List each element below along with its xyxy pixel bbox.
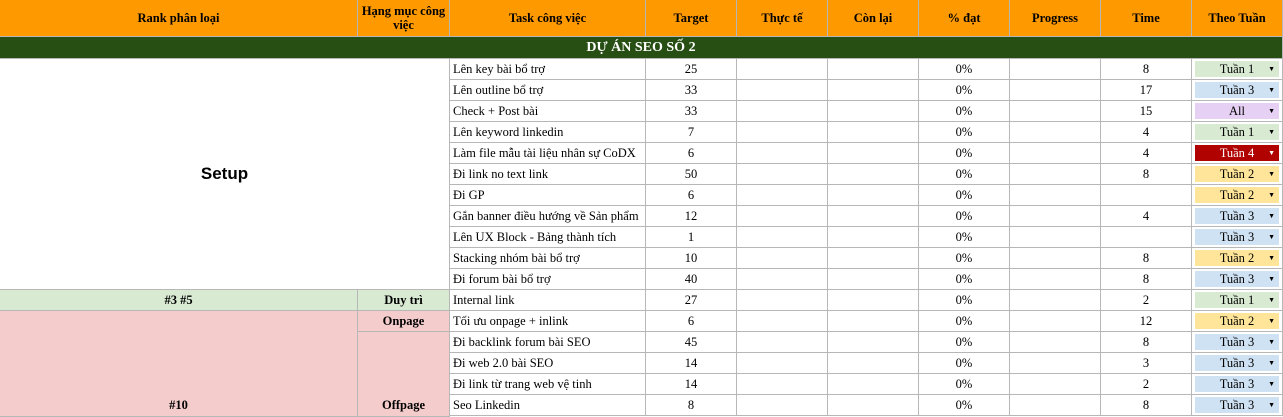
time-cell[interactable]: 15 [1101,101,1192,122]
actual-cell[interactable] [737,374,828,395]
target-cell[interactable]: 6 [646,311,737,332]
dropdown-arrow-icon[interactable]: ▼ [1268,275,1275,283]
category-duy-tri[interactable]: Duy trì [358,290,450,311]
percent-cell[interactable]: 0% [919,206,1010,227]
remaining-cell[interactable] [828,269,919,290]
actual-cell[interactable] [737,290,828,311]
week-dropdown-label: Tuần 2 [1219,250,1255,265]
target-cell[interactable]: 45 [646,332,737,353]
task-cell[interactable]: Lên outline bổ trợ [450,80,646,101]
task-cell[interactable]: Internal link [450,290,646,311]
actual-cell[interactable] [737,269,828,290]
week-dropdown[interactable] [1195,271,1279,287]
task-cell[interactable]: Lên key bài bổ trợ [450,59,646,80]
task-cell[interactable]: Lên keyword linkedin [450,122,646,143]
time-cell[interactable]: 4 [1101,143,1192,164]
time-cell[interactable] [1101,227,1192,248]
remaining-cell[interactable] [828,290,919,311]
actual-cell[interactable] [737,122,828,143]
dropdown-arrow-icon[interactable]: ▼ [1268,170,1275,178]
week-cell [1192,122,1283,143]
header-progress[interactable]: Progress [1010,0,1101,37]
week-dropdown[interactable] [1195,229,1279,245]
actual-cell[interactable] [737,143,828,164]
time-cell[interactable]: 4 [1101,122,1192,143]
percent-cell[interactable]: 0% [919,248,1010,269]
project-title[interactable]: DỰ ÁN SEO SỐ 2 [0,37,1283,59]
progress-cell[interactable] [1010,80,1101,101]
week-cell [1192,374,1283,395]
remaining-cell[interactable] [828,227,919,248]
time-cell[interactable]: 8 [1101,248,1192,269]
week-cell [1192,227,1283,248]
dropdown-arrow-icon[interactable]: ▼ [1268,317,1275,325]
time-cell[interactable]: 8 [1101,332,1192,353]
progress-cell[interactable] [1010,227,1101,248]
target-cell[interactable]: 10 [646,248,737,269]
percent-cell[interactable]: 0% [919,164,1010,185]
task-cell[interactable]: Đi GP [450,185,646,206]
week-cell [1192,143,1283,164]
actual-cell[interactable] [737,206,828,227]
progress-cell[interactable] [1010,248,1101,269]
time-cell[interactable]: 17 [1101,80,1192,101]
remaining-cell[interactable] [828,353,919,374]
remaining-cell[interactable] [828,185,919,206]
actual-cell[interactable] [737,311,828,332]
task-cell[interactable]: Đi forum bài bổ trợ [450,269,646,290]
progress-cell[interactable] [1010,59,1101,80]
week-cell [1192,80,1283,101]
week-cell [1192,311,1283,332]
progress-cell[interactable] [1010,269,1101,290]
dropdown-arrow-icon[interactable]: ▼ [1268,191,1275,199]
week-dropdown-label: Tuần 2 [1219,187,1255,202]
week-cell [1192,101,1283,122]
target-cell[interactable]: 8 [646,395,737,416]
percent-cell[interactable]: 0% [919,332,1010,353]
week-dropdown[interactable] [1195,187,1279,203]
remaining-cell[interactable] [828,374,919,395]
week-dropdown-label: Tuần 3 [1219,397,1255,412]
time-cell[interactable]: 8 [1101,164,1192,185]
actual-cell[interactable] [737,80,828,101]
target-cell[interactable]: 12 [646,206,737,227]
time-cell[interactable]: 8 [1101,59,1192,80]
week-dropdown[interactable] [1195,61,1279,77]
progress-cell[interactable] [1010,101,1101,122]
percent-cell[interactable]: 0% [919,311,1010,332]
dropdown-arrow-icon[interactable]: ▼ [1268,401,1275,409]
dropdown-arrow-icon[interactable]: ▼ [1268,86,1275,94]
dropdown-arrow-icon[interactable]: ▼ [1268,359,1275,367]
dropdown-arrow-icon[interactable]: ▼ [1268,296,1275,304]
week-dropdown-label: Tuần 1 [1219,61,1255,76]
percent-cell[interactable]: 0% [919,395,1010,416]
percent-cell[interactable]: 0% [919,143,1010,164]
header-target[interactable]: Target [646,0,737,37]
header-percent[interactable]: % đạt [919,0,1010,37]
progress-cell[interactable] [1010,353,1101,374]
dropdown-arrow-icon[interactable]: ▼ [1268,212,1275,220]
percent-cell[interactable]: 0% [919,227,1010,248]
remaining-cell[interactable] [828,80,919,101]
remaining-cell[interactable] [828,164,919,185]
header-rank[interactable]: Rank phân loại [0,0,358,37]
task-cell[interactable]: Tối ưu onpage + inlink [450,311,646,332]
remaining-cell[interactable] [828,101,919,122]
percent-cell[interactable]: 0% [919,269,1010,290]
percent-cell[interactable]: 0% [919,353,1010,374]
remaining-cell[interactable] [828,311,919,332]
time-cell[interactable] [1101,185,1192,206]
percent-cell[interactable]: 0% [919,59,1010,80]
week-dropdown-label: Tuần 3 [1219,229,1255,244]
target-cell[interactable]: 14 [646,353,737,374]
header-week[interactable]: Theo Tuần [1192,0,1283,37]
remaining-cell[interactable] [828,332,919,353]
rank-cell-10[interactable]: #10 [0,311,358,417]
progress-cell[interactable] [1010,395,1101,416]
week-cell [1192,248,1283,269]
target-cell[interactable]: 6 [646,143,737,164]
header-category[interactable]: Hạng mục công việc [358,0,450,37]
week-cell [1192,269,1283,290]
time-cell[interactable]: 12 [1101,311,1192,332]
remaining-cell[interactable] [828,248,919,269]
percent-cell[interactable]: 0% [919,185,1010,206]
time-cell[interactable]: 8 [1101,395,1192,416]
progress-cell[interactable] [1010,374,1101,395]
actual-cell[interactable] [737,353,828,374]
week-dropdown[interactable] [1195,292,1279,308]
week-dropdown[interactable] [1195,334,1279,350]
week-cell [1192,290,1283,311]
time-cell[interactable]: 2 [1101,290,1192,311]
week-dropdown-label: Tuần 3 [1219,82,1255,97]
week-cell [1192,206,1283,227]
task-cell[interactable]: Đi link no text link [450,164,646,185]
week-dropdown[interactable] [1195,145,1279,161]
task-cell[interactable]: Check + Post bài [450,101,646,122]
target-cell[interactable]: 7 [646,122,737,143]
progress-cell[interactable] [1010,290,1101,311]
task-cell[interactable]: Stacking nhóm bài bổ trợ [450,248,646,269]
week-dropdown[interactable] [1195,397,1279,413]
task-cell[interactable]: Đi backlink forum bài SEO [450,332,646,353]
week-cell [1192,164,1283,185]
header-time[interactable]: Time [1101,0,1192,37]
week-dropdown[interactable] [1195,250,1279,266]
actual-cell[interactable] [737,248,828,269]
remaining-cell[interactable] [828,59,919,80]
progress-cell[interactable] [1010,164,1101,185]
progress-cell[interactable] [1010,122,1101,143]
dropdown-arrow-icon[interactable]: ▼ [1268,107,1275,115]
remaining-cell[interactable] [828,395,919,416]
remaining-cell[interactable] [828,122,919,143]
percent-cell[interactable]: 0% [919,122,1010,143]
week-dropdown-label: Tuần 2 [1219,166,1255,181]
percent-cell[interactable]: 0% [919,374,1010,395]
time-cell[interactable]: 3 [1101,353,1192,374]
actual-cell[interactable] [737,395,828,416]
remaining-cell[interactable] [828,143,919,164]
target-cell[interactable]: 25 [646,59,737,80]
actual-cell[interactable] [737,332,828,353]
dropdown-arrow-icon[interactable]: ▼ [1268,149,1275,157]
week-dropdown-label: Tuần 1 [1219,124,1255,139]
week-cell [1192,353,1283,374]
target-cell[interactable]: 27 [646,290,737,311]
week-dropdown-label: Tuần 4 [1219,145,1255,160]
actual-cell[interactable] [737,101,828,122]
week-cell [1192,395,1283,416]
target-cell[interactable]: 6 [646,185,737,206]
dropdown-arrow-icon[interactable]: ▼ [1268,65,1275,73]
actual-cell[interactable] [737,227,828,248]
actual-cell[interactable] [737,185,828,206]
dropdown-arrow-icon[interactable]: ▼ [1268,254,1275,262]
dropdown-arrow-icon[interactable]: ▼ [1268,380,1275,388]
header-task[interactable]: Task công việc [450,0,646,37]
target-cell[interactable]: 33 [646,80,737,101]
week-dropdown-label: Tuần 3 [1219,376,1255,391]
task-cell[interactable]: Đi web 2.0 bài SEO [450,353,646,374]
week-cell [1192,332,1283,353]
target-cell[interactable]: 33 [646,101,737,122]
task-cell[interactable]: Làm file mẫu tài liệu nhân sự CoDX [450,143,646,164]
actual-cell[interactable] [737,59,828,80]
progress-cell[interactable] [1010,185,1101,206]
target-cell[interactable]: 14 [646,374,737,395]
week-dropdown-label: Tuần 3 [1219,334,1255,349]
week-dropdown-label: Tuần 3 [1219,271,1255,286]
week-dropdown[interactable] [1195,376,1279,392]
percent-cell[interactable]: 0% [919,290,1010,311]
dropdown-arrow-icon[interactable]: ▼ [1268,128,1275,136]
week-dropdown-label: Tuần 3 [1219,355,1255,370]
week-dropdown[interactable] [1195,124,1279,140]
dropdown-arrow-icon[interactable]: ▼ [1268,233,1275,241]
group-setup[interactable]: Setup [0,59,450,290]
remaining-cell[interactable] [828,206,919,227]
progress-cell[interactable] [1010,332,1101,353]
week-dropdown[interactable] [1195,103,1279,119]
time-cell[interactable]: 4 [1101,206,1192,227]
dropdown-arrow-icon[interactable]: ▼ [1268,338,1275,346]
task-cell[interactable]: Gắn banner điều hướng về Sản phẩm [450,206,646,227]
week-dropdown-label: Tuần 2 [1219,313,1255,328]
time-cell[interactable]: 2 [1101,374,1192,395]
week-dropdown-label: Tuần 1 [1219,292,1255,307]
header-remaining[interactable]: Còn lại [828,0,919,37]
actual-cell[interactable] [737,164,828,185]
target-cell[interactable]: 50 [646,164,737,185]
task-cell[interactable]: Đi link từ trang web vệ tinh [450,374,646,395]
week-dropdown[interactable] [1195,82,1279,98]
target-cell[interactable]: 40 [646,269,737,290]
week-dropdown[interactable] [1195,208,1279,224]
task-cell[interactable]: Seo Linkedin [450,395,646,416]
week-dropdown[interactable] [1195,166,1279,182]
week-cell [1192,185,1283,206]
target-cell[interactable]: 1 [646,227,737,248]
percent-cell[interactable]: 0% [919,80,1010,101]
week-dropdown-label: All [1229,103,1245,118]
percent-cell[interactable]: 0% [919,101,1010,122]
progress-cell[interactable] [1010,143,1101,164]
category-offpage[interactable]: Offpage [358,332,450,417]
progress-cell[interactable] [1010,206,1101,227]
header-actual[interactable]: Thực tế [737,0,828,37]
week-cell [1192,59,1283,80]
progress-cell[interactable] [1010,311,1101,332]
week-dropdown[interactable] [1195,355,1279,371]
week-dropdown[interactable] [1195,313,1279,329]
category-onpage[interactable]: Onpage [358,311,450,332]
week-dropdown-label: Tuần 3 [1219,208,1255,223]
rank-cell-3-5[interactable]: #3 #5 [0,290,358,311]
task-cell[interactable]: Lên UX Block - Bảng thành tích [450,227,646,248]
time-cell[interactable]: 8 [1101,269,1192,290]
